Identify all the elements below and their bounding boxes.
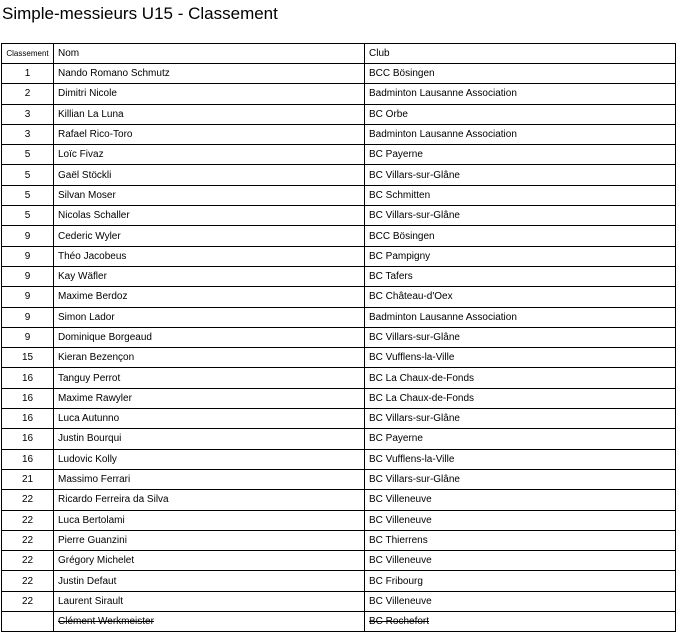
rank-cell: 9: [2, 226, 54, 246]
table-row: [2, 409, 676, 429]
rank-cell: 5: [2, 165, 54, 185]
table-row: [2, 429, 676, 449]
club-cell: BC Villeneuve: [365, 591, 676, 611]
table-row: [2, 530, 676, 550]
table-row: [2, 64, 676, 84]
table-row: [2, 327, 676, 347]
rank-cell: 9: [2, 287, 54, 307]
player-name-cell: Clément Werkmeister: [54, 612, 365, 632]
table-row: [2, 84, 676, 104]
table-row: [2, 591, 676, 611]
player-name-cell: Rafael Rico-Toro: [54, 124, 365, 144]
rank-cell: 22: [2, 490, 54, 510]
club-cell: Badminton Lausanne Association: [365, 307, 676, 327]
club-cell: BC Tafers: [365, 266, 676, 286]
rank-cell: 5: [2, 145, 54, 165]
club-cell: BC Rochefort: [365, 612, 676, 632]
player-name-cell: Luca Autunno: [54, 409, 365, 429]
player-name-cell: Dimitri Nicole: [54, 84, 365, 104]
rank-cell: 15: [2, 348, 54, 368]
club-cell: BC Vufflens-la-Ville: [365, 348, 676, 368]
club-cell: BC Vufflens-la-Ville: [365, 449, 676, 469]
rank-cell: 22: [2, 571, 54, 591]
table-body: [2, 64, 676, 632]
club-cell: Badminton Lausanne Association: [365, 84, 676, 104]
page-title: Simple-messieurs U15 - Classement: [2, 4, 278, 23]
rank-cell: 16: [2, 429, 54, 449]
table-row: [2, 551, 676, 571]
table-row: [2, 124, 676, 144]
player-name-cell: Dominique Borgeaud: [54, 327, 365, 347]
table-row: [2, 287, 676, 307]
rank-cell: [2, 612, 54, 632]
column-header-rank: Classement: [2, 44, 54, 64]
club-cell: BC La Chaux-de-Fonds: [365, 388, 676, 408]
club-cell: BC Villars-sur-Glâne: [365, 409, 676, 429]
rank-cell: 9: [2, 266, 54, 286]
rank-cell: 22: [2, 530, 54, 550]
player-name-cell: Kay Wäfler: [54, 266, 365, 286]
club-cell: BC Villeneuve: [365, 551, 676, 571]
rank-cell: 9: [2, 246, 54, 266]
player-name-cell: Ludovic Kolly: [54, 449, 365, 469]
rank-cell: 3: [2, 124, 54, 144]
club-cell: BC Villars-sur-Glâne: [365, 165, 676, 185]
rank-cell: 2: [2, 84, 54, 104]
club-cell: BC La Chaux-de-Fonds: [365, 368, 676, 388]
rank-cell: 9: [2, 307, 54, 327]
table-row: [2, 307, 676, 327]
table-row: [2, 206, 676, 226]
table-row: [2, 165, 676, 185]
player-name-cell: Silvan Moser: [54, 185, 365, 205]
player-name-cell: Kieran Bezençon: [54, 348, 365, 368]
rank-cell: 16: [2, 388, 54, 408]
club-cell: BCC Bösingen: [365, 226, 676, 246]
club-cell: BC Orbe: [365, 104, 676, 124]
table-row: [2, 348, 676, 368]
club-cell: BC Fribourg: [365, 571, 676, 591]
club-cell: BC Villars-sur-Glâne: [365, 327, 676, 347]
table-row: [2, 145, 676, 165]
rank-cell: 16: [2, 409, 54, 429]
player-name-cell: Killian La Luna: [54, 104, 365, 124]
rank-cell: 22: [2, 591, 54, 611]
rank-cell: 21: [2, 469, 54, 489]
rank-cell: 1: [2, 64, 54, 84]
club-cell: BC Château-d'Oex: [365, 287, 676, 307]
player-name-cell: Justin Defaut: [54, 571, 365, 591]
club-cell: BCC Bösingen: [365, 64, 676, 84]
rank-cell: 22: [2, 510, 54, 530]
table-row: [2, 449, 676, 469]
column-header-club: Club: [365, 44, 676, 64]
player-name-cell: Loïc Fivaz: [54, 145, 365, 165]
player-name-cell: Maxime Rawyler: [54, 388, 365, 408]
table-row: [2, 246, 676, 266]
player-name-cell: Massimo Ferrari: [54, 469, 365, 489]
table-row: [2, 185, 676, 205]
player-name-cell: Cederic Wyler: [54, 226, 365, 246]
table-row: [2, 571, 676, 591]
player-name-cell: Ricardo Ferreira da Silva: [54, 490, 365, 510]
rank-cell: 16: [2, 449, 54, 469]
player-name-cell: Théo Jacobeus: [54, 246, 365, 266]
ranking-table: [1, 43, 676, 632]
table-row: [2, 490, 676, 510]
player-name-cell: Nando Romano Schmutz: [54, 64, 365, 84]
rank-cell: 22: [2, 551, 54, 571]
rank-cell: 9: [2, 327, 54, 347]
player-name-cell: Grégory Michelet: [54, 551, 365, 571]
table-row: [2, 226, 676, 246]
table-row: [2, 388, 676, 408]
player-name-cell: Maxime Berdoz: [54, 287, 365, 307]
club-cell: BC Payerne: [365, 429, 676, 449]
player-name-cell: Gaël Stöckli: [54, 165, 365, 185]
club-cell: Badminton Lausanne Association: [365, 124, 676, 144]
player-name-cell: Simon Lador: [54, 307, 365, 327]
table-header-row: [2, 44, 676, 64]
club-cell: BC Thierrens: [365, 530, 676, 550]
player-name-cell: Laurent Sirault: [54, 591, 365, 611]
club-cell: BC Payerne: [365, 145, 676, 165]
club-cell: BC Schmitten: [365, 185, 676, 205]
player-name-cell: Pierre Guanzini: [54, 530, 365, 550]
table-row: [2, 469, 676, 489]
player-name-cell: Justin Bourqui: [54, 429, 365, 449]
player-name-cell: Tanguy Perrot: [54, 368, 365, 388]
club-cell: BC Villeneuve: [365, 510, 676, 530]
rank-cell: 3: [2, 104, 54, 124]
club-cell: BC Villars-sur-Glâne: [365, 469, 676, 489]
table-row: [2, 266, 676, 286]
table-row: [2, 104, 676, 124]
rank-cell: 5: [2, 206, 54, 226]
player-name-cell: Luca Bertolami: [54, 510, 365, 530]
club-cell: BC Villars-sur-Glâne: [365, 206, 676, 226]
column-header-name: Nom: [54, 44, 365, 64]
table-row: [2, 368, 676, 388]
club-cell: BC Villeneuve: [365, 490, 676, 510]
table-row: [2, 510, 676, 530]
rank-cell: 16: [2, 368, 54, 388]
club-cell: BC Pampigny: [365, 246, 676, 266]
player-name-cell: Nicolas Schaller: [54, 206, 365, 226]
table-row: [2, 612, 676, 632]
rank-cell: 5: [2, 185, 54, 205]
